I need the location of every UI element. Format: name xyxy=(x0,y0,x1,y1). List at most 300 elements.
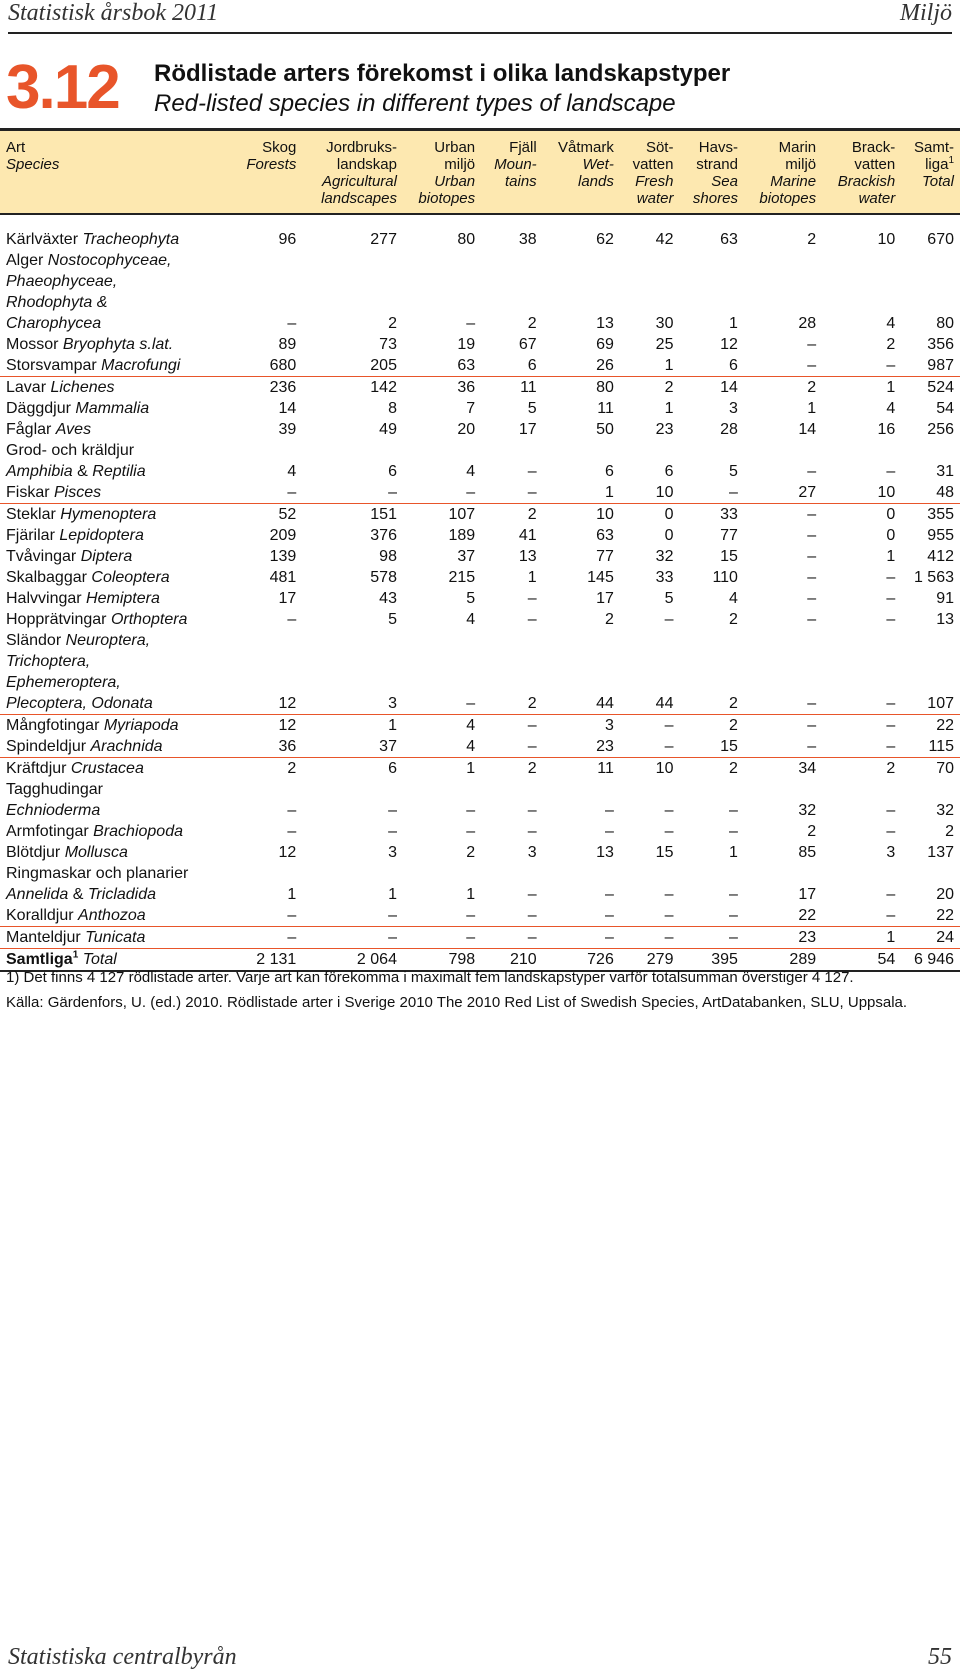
column-header-row xyxy=(0,130,960,215)
cell-value: 6 xyxy=(604,463,614,480)
cell-value: 0 xyxy=(886,506,896,523)
cell-value: – xyxy=(302,482,403,504)
column-header-5 xyxy=(543,130,620,215)
header-sv-text: strand xyxy=(696,156,738,173)
table-row xyxy=(0,609,960,630)
cell-value: 209 xyxy=(269,527,297,544)
cell-value: – xyxy=(287,315,297,332)
cell-value: – xyxy=(664,886,674,903)
species-name xyxy=(0,758,232,780)
header-en-text: Total xyxy=(922,173,954,190)
cell-value: 14 xyxy=(798,421,817,438)
table-row xyxy=(0,842,960,863)
cell-value: 1 xyxy=(664,400,674,417)
cell-value: 13 xyxy=(596,315,614,332)
cell-value: 37 xyxy=(302,736,403,758)
cell-value: 8 xyxy=(388,400,397,417)
swedish-name: Armfotingar xyxy=(6,823,94,840)
species-name-line xyxy=(6,461,226,482)
total-value: 726 xyxy=(543,949,620,972)
cell-value: 13 xyxy=(936,611,954,628)
cell-value: – xyxy=(886,569,896,586)
cell-value: 2 xyxy=(679,630,743,715)
cell-value: – xyxy=(466,315,476,332)
species-name-line xyxy=(6,779,226,800)
cell-value: 33 xyxy=(655,569,674,586)
cell-value: 41 xyxy=(518,527,537,544)
header-en-text: Fresh xyxy=(635,173,674,190)
header-sv-text: Fjäll xyxy=(509,139,537,156)
cell-value: – xyxy=(664,611,674,628)
cell-value: 12 xyxy=(720,336,738,353)
header-sv-text: vatten xyxy=(632,156,674,173)
cell-value: – xyxy=(403,630,481,715)
swedish-name: Tvåvingar xyxy=(6,548,81,565)
cell-value: 215 xyxy=(448,569,476,586)
header-en-text: water xyxy=(858,190,896,207)
cell-value: 1 xyxy=(807,400,817,417)
cell-value: 4 xyxy=(886,315,896,332)
species-name xyxy=(0,355,232,377)
cell-value: – xyxy=(886,823,896,840)
cell-value: 4 xyxy=(466,717,476,734)
cell-value: 205 xyxy=(302,355,403,377)
cell-value: 33 xyxy=(720,506,738,523)
table-row xyxy=(0,905,960,927)
latin-name: Mammalia xyxy=(75,400,150,417)
swedish-name: Lavar xyxy=(6,379,51,396)
cell-value: 15 xyxy=(720,548,738,565)
latin-name: Crustacea xyxy=(70,760,144,777)
header-en-text: lands xyxy=(578,173,614,190)
table-row xyxy=(0,758,960,780)
cell-value: 145 xyxy=(587,569,614,586)
header-en-text: Sea xyxy=(711,173,738,190)
cell-value: – xyxy=(543,905,620,927)
cell-value: 85 xyxy=(798,844,817,861)
cell-value: 11 xyxy=(597,400,614,417)
latin-name: Macrofungi xyxy=(101,357,181,374)
header-en-text: Agricultural xyxy=(321,173,397,190)
header-sv-text: Söt- xyxy=(645,139,674,156)
cell-value: 17 xyxy=(798,886,817,903)
header-sv-text: miljö xyxy=(785,156,817,173)
cell-value: 1 563 xyxy=(913,569,954,586)
latin-name: Annelida xyxy=(6,886,69,903)
cell-value: 16 xyxy=(877,421,896,438)
total-value: 798 xyxy=(403,949,481,972)
column-header-7 xyxy=(679,130,743,215)
header-en-text: water xyxy=(636,190,674,207)
cell-value: – xyxy=(886,611,896,628)
header-sv-text: Våtmark xyxy=(558,139,614,156)
table-row xyxy=(0,630,960,715)
species-name-line xyxy=(6,588,226,609)
cell-value: 6 xyxy=(388,463,397,480)
cell-value: 17 xyxy=(518,421,537,438)
cell-value: 89 xyxy=(278,336,297,353)
species-name xyxy=(0,546,232,567)
cell-value: 107 xyxy=(901,630,960,715)
cell-value: 43 xyxy=(379,590,397,607)
cell-value: – xyxy=(729,802,738,819)
cell-value: – xyxy=(527,611,537,628)
cell-value: 2 xyxy=(527,506,537,523)
cell-value: – xyxy=(481,736,543,758)
cell-value: – xyxy=(466,823,476,840)
cell-value: 63 xyxy=(720,231,738,248)
cell-value: – xyxy=(604,802,614,819)
cell-value: 6 xyxy=(388,760,397,777)
cell-value: 20 xyxy=(457,421,476,438)
cell-value: 4 xyxy=(886,400,896,417)
running-header-right: Miljö xyxy=(900,0,952,26)
column-header-species xyxy=(0,130,232,215)
cell-value: 38 xyxy=(518,231,537,248)
cell-value: – xyxy=(527,802,537,819)
header-sv-text: Havs- xyxy=(698,139,738,156)
header-en-text: Urban xyxy=(434,173,476,190)
species-name-line xyxy=(6,313,226,334)
cell-value: – xyxy=(807,717,817,734)
species-name-line xyxy=(6,398,226,419)
cell-value: – xyxy=(232,905,302,927)
species-name xyxy=(0,567,232,588)
species-name-line xyxy=(6,821,226,842)
cell-value: 27 xyxy=(744,482,822,504)
total-value: 2 131 xyxy=(232,949,302,972)
column-header-8 xyxy=(744,130,822,215)
cell-value: – xyxy=(807,611,817,628)
cell-value: 0 xyxy=(664,506,674,523)
cell-value: 12 xyxy=(232,630,302,715)
table-row xyxy=(0,250,960,334)
species-name-line xyxy=(6,355,226,376)
cell-value: 23 xyxy=(655,421,674,438)
cell-value: 5 xyxy=(466,590,476,607)
cell-value: 189 xyxy=(448,527,476,544)
cell-value: 24 xyxy=(901,927,960,949)
cell-value: 98 xyxy=(379,548,397,565)
species-name xyxy=(0,715,232,737)
species-name xyxy=(0,736,232,758)
header-en-text: landscapes xyxy=(321,190,397,207)
cell-value: – xyxy=(664,823,674,840)
cell-value: 36 xyxy=(457,379,476,396)
table-row xyxy=(0,863,960,905)
header-sv-text: vatten xyxy=(854,156,896,173)
cell-value: – xyxy=(886,717,896,734)
cell-value: 10 xyxy=(822,482,901,504)
footnotes xyxy=(6,967,946,1017)
cell-value: – xyxy=(807,463,817,480)
cell-value: 2 xyxy=(729,611,738,628)
cell-value: 4 xyxy=(729,590,738,607)
cell-value: 14 xyxy=(278,400,297,417)
table-row xyxy=(0,821,960,842)
latin-name: Tracheophyta xyxy=(82,231,180,248)
species-name-line xyxy=(6,884,226,905)
species-name xyxy=(0,525,232,546)
cell-value: 376 xyxy=(370,527,397,544)
cell-value: 22 xyxy=(936,717,954,734)
cell-value: 110 xyxy=(712,569,738,586)
cell-value: 11 xyxy=(520,379,537,396)
cell-value: – xyxy=(664,802,674,819)
cell-value: 1 xyxy=(388,717,397,734)
cell-value: 80 xyxy=(457,231,476,248)
cell-value: 28 xyxy=(798,315,817,332)
cell-value: 2 xyxy=(664,379,674,396)
cell-value: 481 xyxy=(269,569,297,586)
column-header-3 xyxy=(403,130,481,215)
cell-value: 11 xyxy=(597,760,614,777)
cell-value: 63 xyxy=(596,527,614,544)
cell-value: 13 xyxy=(596,844,614,861)
species-name xyxy=(0,609,232,630)
swedish-name: Koralldjur xyxy=(6,907,79,924)
header-sv-text: Samt- xyxy=(913,139,954,156)
swedish-name: Spindeldjur xyxy=(6,738,91,755)
cell-value: – xyxy=(679,927,743,949)
cell-value: 54 xyxy=(936,400,954,417)
table-row xyxy=(0,567,960,588)
column-header-2 xyxy=(302,130,403,215)
cell-value: – xyxy=(302,905,403,927)
cell-value: 62 xyxy=(596,231,614,248)
cell-value: 32 xyxy=(655,548,674,565)
cell-value: – xyxy=(620,736,680,758)
swedish-name: Tagghudingar xyxy=(6,781,103,798)
header-en-text: Moun- xyxy=(494,156,537,173)
cell-value: 17 xyxy=(596,590,614,607)
cell-value: 2 xyxy=(527,760,537,777)
cell-value: 17 xyxy=(278,590,297,607)
species-name-line xyxy=(6,567,226,588)
cell-value: 2 xyxy=(481,630,543,715)
cell-value: – xyxy=(287,611,297,628)
latin-name: Tricladida xyxy=(87,886,157,903)
cell-value: 39 xyxy=(278,421,297,438)
header-en-text: Species xyxy=(6,156,60,173)
cell-value: 412 xyxy=(927,548,954,565)
header-sv-text: miljö xyxy=(444,156,476,173)
cell-value: – xyxy=(744,355,822,377)
swedish-name: Fjärilar xyxy=(6,527,60,544)
total-value: 6 946 xyxy=(901,949,960,972)
cell-value: 680 xyxy=(232,355,302,377)
table-row xyxy=(0,504,960,526)
cell-value: – xyxy=(527,717,537,734)
cell-value: 987 xyxy=(901,355,960,377)
table-row xyxy=(0,398,960,419)
table-body xyxy=(0,214,960,971)
cell-value: – xyxy=(302,927,403,949)
cell-value: 356 xyxy=(927,336,954,353)
species-name-line xyxy=(6,377,226,398)
footer-publisher: Statistiska centralbyrån xyxy=(8,1644,237,1670)
latin-name: Arachnida xyxy=(90,738,163,755)
species-name xyxy=(0,398,232,419)
cell-value: 42 xyxy=(655,231,674,248)
table-row xyxy=(0,779,960,821)
cell-value: 67 xyxy=(518,336,537,353)
column-header-9 xyxy=(822,130,901,215)
table-row xyxy=(0,214,960,250)
total-value: 54 xyxy=(822,949,901,972)
source-note: Källa: Gärdenfors, U. (ed.) 2010. Rödlistade arter i Sverige 2010 The 2010 Red List of Swedish Species, ArtDatabanken, SLU, Uppsala. xyxy=(6,994,908,1011)
cell-value: – xyxy=(822,736,901,758)
cell-value: 236 xyxy=(269,379,297,396)
table-row xyxy=(0,419,960,440)
cell-value: 10 xyxy=(877,231,896,248)
species-name-line xyxy=(6,800,226,821)
species-name-line xyxy=(6,482,226,503)
cell-value: 37 xyxy=(457,548,476,565)
cell-value: 2 xyxy=(886,336,896,353)
header-en-text: shores xyxy=(692,190,738,207)
cell-value: 80 xyxy=(596,379,614,396)
table-row xyxy=(0,736,960,758)
table-title-english: Red-listed species in different types of landscape xyxy=(154,90,676,117)
cell-value: 26 xyxy=(543,355,620,377)
cell-value: 2 xyxy=(287,760,297,777)
cell-value: 30 xyxy=(655,315,674,332)
cell-value: 955 xyxy=(927,527,954,544)
cell-value: – xyxy=(807,527,817,544)
cell-value: 70 xyxy=(936,760,954,777)
cell-value: 77 xyxy=(596,548,614,565)
table-row xyxy=(0,588,960,609)
species-name xyxy=(0,214,232,250)
latin-name: Plecoptera, Odonata xyxy=(6,695,153,712)
cell-value: 13 xyxy=(518,548,537,565)
cell-value: 6 xyxy=(679,355,743,377)
species-name-line xyxy=(6,693,226,714)
running-header-left: Statistisk årsbok 2011 xyxy=(8,0,219,26)
latin-name: Anthozoa xyxy=(78,907,146,924)
species-name-line xyxy=(6,229,226,250)
table-row xyxy=(0,482,960,504)
swedish-name: Hopprätvingar xyxy=(6,611,111,628)
latin-name: Hemiptera xyxy=(86,590,160,607)
latin-name: Lichenes xyxy=(50,379,115,396)
latin-name: Hymenoptera xyxy=(60,506,157,523)
cell-value: – xyxy=(744,736,822,758)
cell-value: – xyxy=(232,927,302,949)
header-sv-text: Urban xyxy=(434,139,476,156)
section-number: 3.12 xyxy=(6,53,119,122)
species-name-line xyxy=(6,504,226,525)
species-name-line xyxy=(6,630,226,651)
species-name-line xyxy=(6,334,226,355)
red-list-table xyxy=(0,128,960,972)
cell-value: – xyxy=(604,886,614,903)
cell-value: 3 xyxy=(729,400,738,417)
cell-value: 115 xyxy=(901,736,960,758)
latin-name: Bryophyta s.lat. xyxy=(62,336,174,353)
cell-value: 3 xyxy=(527,844,537,861)
cell-value: 14 xyxy=(720,379,738,396)
species-name-line xyxy=(6,525,226,546)
cell-value: – xyxy=(403,927,481,949)
table-row xyxy=(0,377,960,399)
cell-value: 15 xyxy=(655,844,674,861)
species-name xyxy=(0,842,232,863)
species-name-line xyxy=(6,715,226,736)
cell-value: 63 xyxy=(403,355,481,377)
header-sv-text xyxy=(905,156,954,173)
swedish-name: Mossor xyxy=(6,336,63,353)
cell-value: 32 xyxy=(798,802,817,819)
cell-value: 5 xyxy=(527,400,537,417)
running-header xyxy=(8,0,952,34)
species-name-line xyxy=(6,419,226,440)
cell-value: 107 xyxy=(448,506,476,523)
species-name xyxy=(0,334,232,355)
cell-value: 2 xyxy=(807,379,817,396)
cell-value: – xyxy=(807,506,817,523)
cell-value: 12 xyxy=(278,844,297,861)
cell-value: 80 xyxy=(936,315,954,332)
header-sv-text: Marin xyxy=(778,139,817,156)
cell-value: 3 xyxy=(604,717,614,734)
cell-value: 36 xyxy=(232,736,302,758)
species-name xyxy=(0,927,232,949)
cell-value: 22 xyxy=(901,905,960,927)
swedish-name: & xyxy=(68,886,88,903)
cell-value: 1 xyxy=(543,482,620,504)
cell-value: 1 xyxy=(822,927,901,949)
header-en-text: biotopes xyxy=(759,190,817,207)
species-name-line xyxy=(6,905,226,926)
latin-name: Neuroptera, xyxy=(65,632,151,649)
cell-value: 2 xyxy=(388,315,397,332)
species-name-line xyxy=(6,292,226,313)
cell-value: 1 xyxy=(388,886,397,903)
swedish-name: Grod- och kräldjur xyxy=(6,442,135,459)
cell-value: 23 xyxy=(744,927,822,949)
swedish-name: Fåglar xyxy=(6,421,56,438)
cell-value: 1 xyxy=(527,569,537,586)
header-sv-text: Brack- xyxy=(851,139,896,156)
cell-value: – xyxy=(527,590,537,607)
cell-value: 1 xyxy=(466,886,476,903)
cell-value: 6 xyxy=(664,463,674,480)
cell-value: – xyxy=(679,905,743,927)
cell-value: 2 xyxy=(807,231,817,248)
header-en-text: tains xyxy=(505,173,537,190)
swedish-name: Däggdjur xyxy=(6,400,76,417)
cell-value: – xyxy=(886,802,896,819)
column-header-4 xyxy=(481,130,543,215)
cell-value: 4 xyxy=(287,463,297,480)
species-name xyxy=(0,250,232,334)
cell-value: 3 xyxy=(388,844,397,861)
page-footer xyxy=(8,1644,952,1678)
table-row xyxy=(0,927,960,949)
cell-value: 355 xyxy=(927,506,954,523)
swedish-name: Blötdjur xyxy=(6,844,65,861)
cell-value: 1 xyxy=(729,844,738,861)
total-label-en: Total xyxy=(82,951,117,968)
cell-value: 670 xyxy=(927,231,954,248)
species-name xyxy=(0,419,232,440)
cell-value: 73 xyxy=(379,336,397,353)
cell-value: – xyxy=(388,802,397,819)
latin-name: Orthoptera xyxy=(110,611,188,628)
cell-value: – xyxy=(822,905,901,927)
